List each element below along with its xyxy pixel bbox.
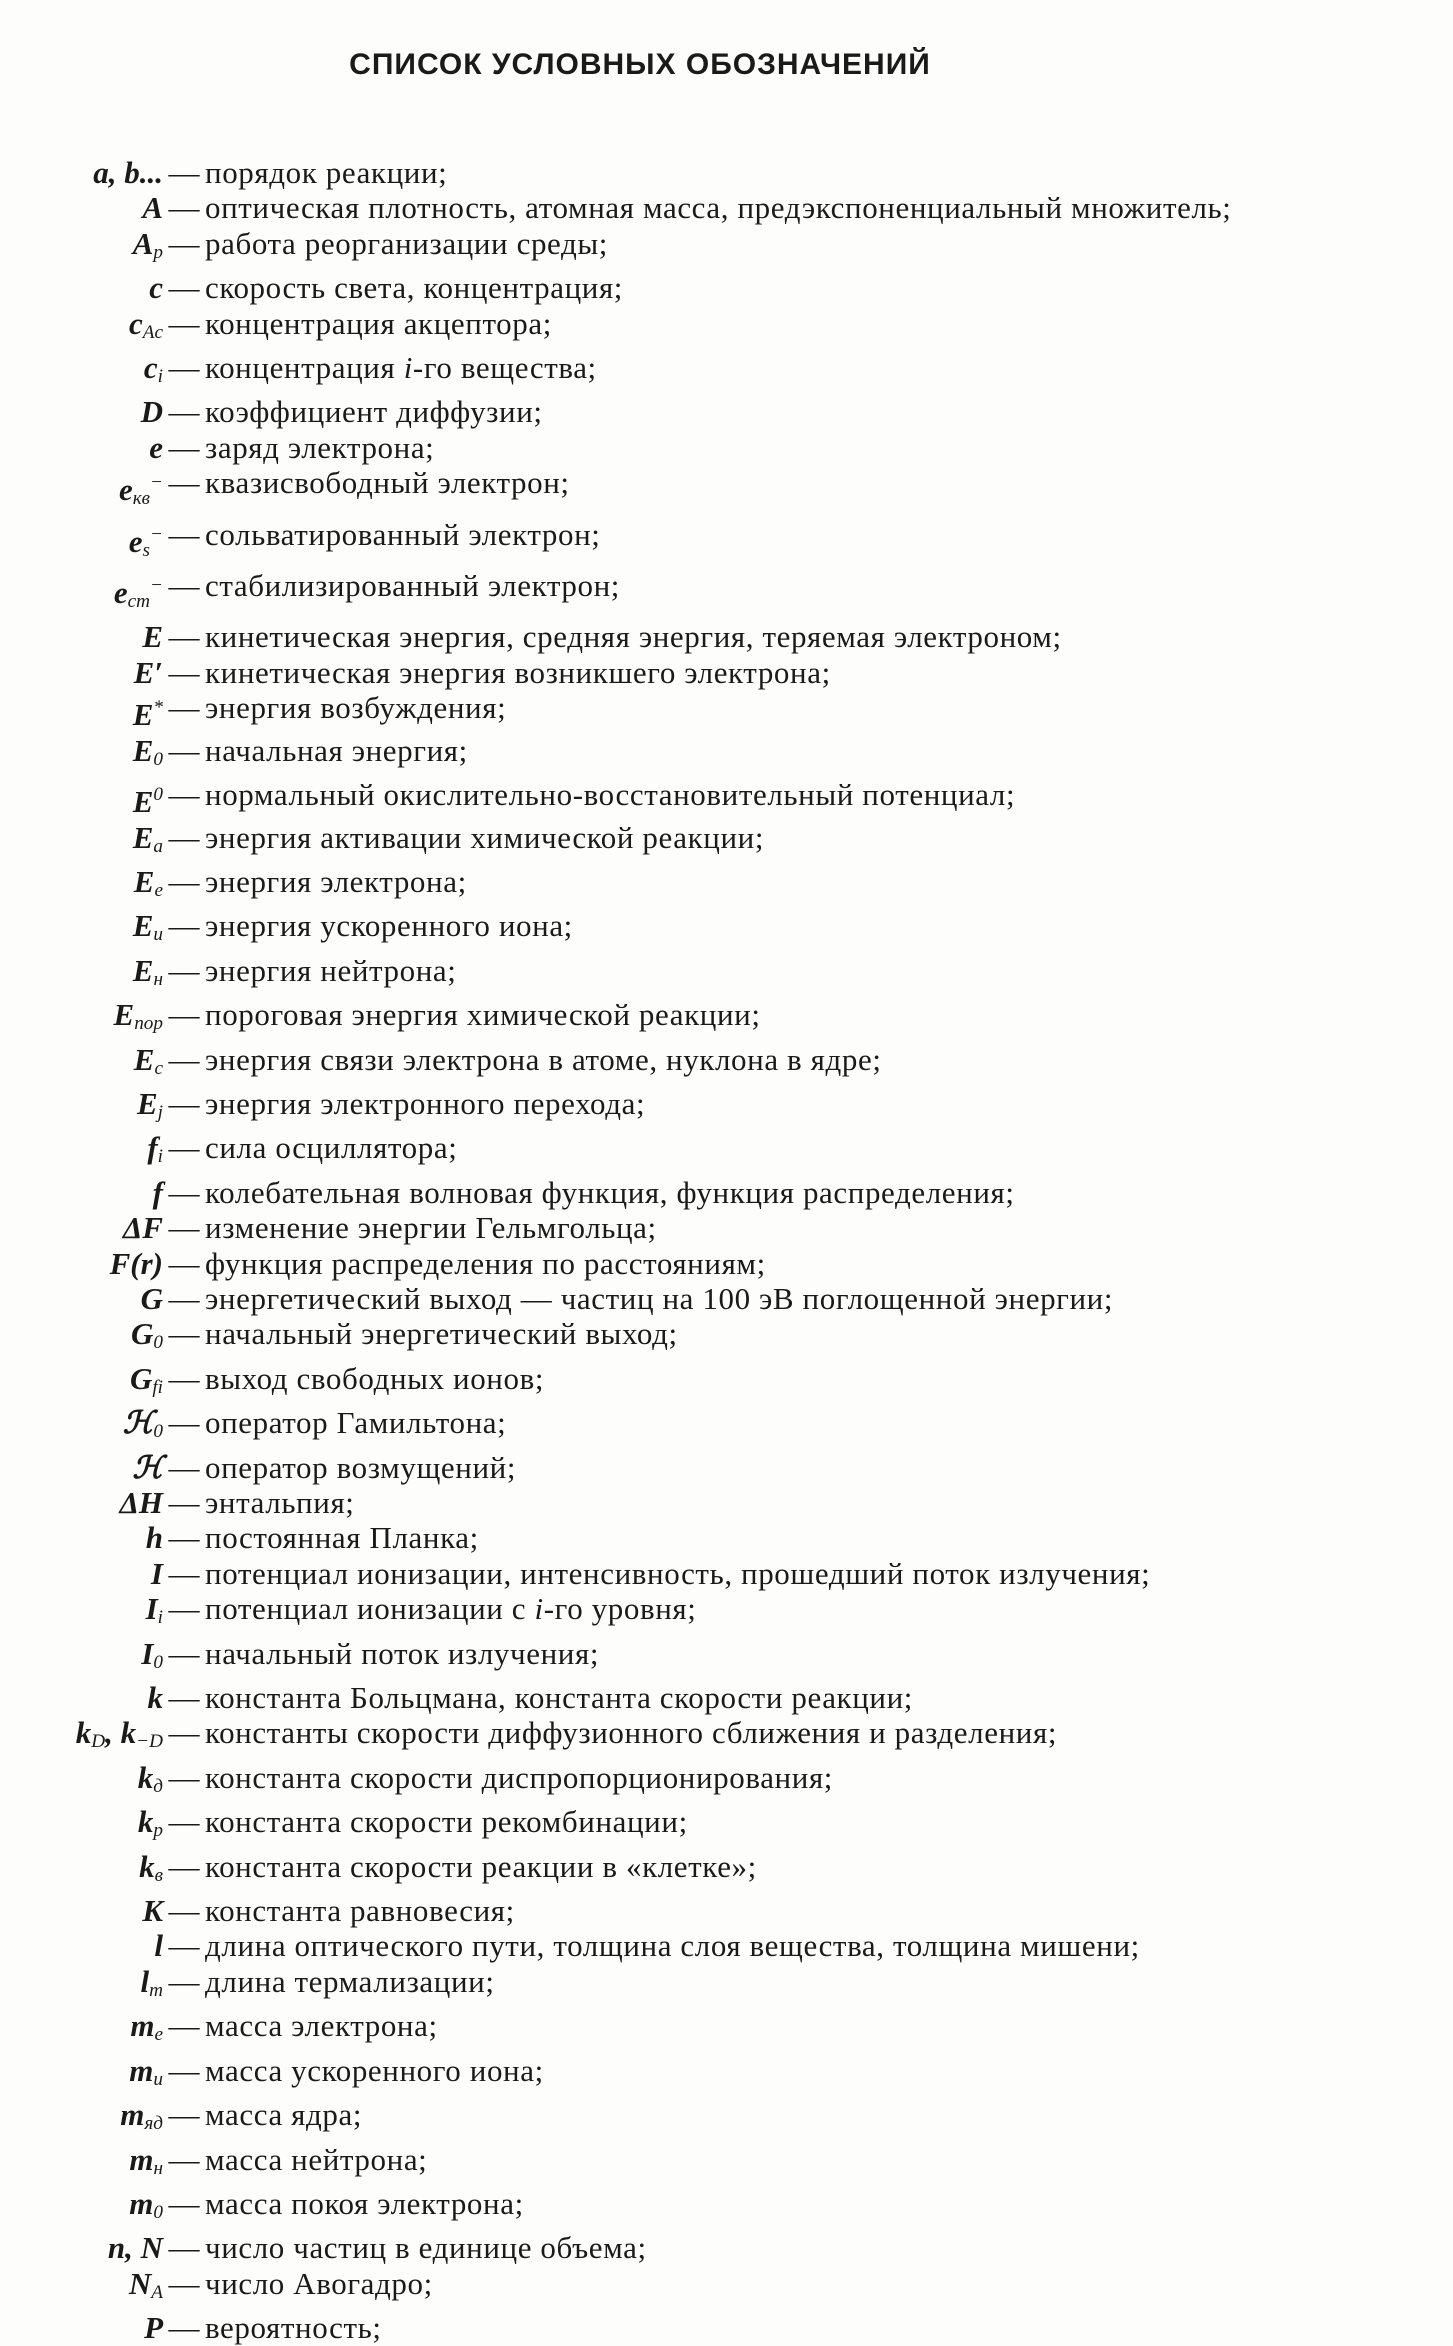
page-title: СПИСОК УСЛОВНЫХ ОБОЗНАЧЕНИЙ	[349, 48, 931, 81]
notation-entry	[0, 1928, 1453, 1963]
em-dash: —	[168, 1449, 200, 1485]
notation-symbol: $e_s^-$	[128, 523, 163, 561]
notation-description: изменение энергии Гельмгольца;	[205, 1210, 657, 1246]
notation-entry	[0, 2142, 1453, 2186]
notation-entry	[0, 1715, 1453, 1759]
em-dash: —	[168, 777, 200, 813]
notation-description: энергия нейтрона;	[205, 952, 457, 988]
notation-symbol: l	[154, 1928, 163, 1964]
notation-symbol: k	[147, 1680, 163, 1716]
notation-entry	[0, 777, 1453, 819]
notation-symbol: A	[142, 190, 163, 226]
notation-entry	[0, 1636, 1453, 1680]
em-dash: —	[168, 2008, 200, 2044]
em-dash: —	[168, 819, 200, 855]
em-dash: —	[168, 1041, 200, 1077]
notation-entry	[0, 1316, 1453, 1360]
notation-symbol: ℋ	[132, 1449, 163, 1485]
notation-entry	[0, 226, 1453, 270]
notation-entry	[0, 1405, 1453, 1449]
notation-symbol: $f_i$	[147, 1130, 163, 1168]
notation-description: энергия активации химической реакции;	[205, 819, 765, 855]
notation-entry	[0, 619, 1453, 654]
notation-entry	[0, 1556, 1453, 1591]
em-dash: —	[168, 190, 200, 226]
notation-entry	[0, 1680, 1453, 1715]
em-dash: —	[168, 619, 200, 655]
notation-symbol: f	[152, 1174, 163, 1210]
notation-symbol: E*	[132, 697, 163, 733]
notation-symbol: h	[145, 1520, 163, 1556]
notation-description: начальный поток излучения;	[205, 1635, 600, 1671]
notation-description: энтальпия;	[205, 1485, 355, 1520]
em-dash: —	[168, 732, 200, 768]
notation-description: энергия возбуждения;	[205, 690, 507, 726]
notation-description: сольватированный электрон;	[205, 516, 601, 552]
notation-symbol: $m_н$	[129, 2141, 163, 2179]
em-dash: —	[168, 1893, 200, 1929]
em-dash: —	[168, 305, 200, 341]
notation-description: кинетическая энергия, средняя энергия, теряемая электроном;	[205, 619, 1062, 655]
em-dash: —	[168, 997, 200, 1033]
notation-entry	[0, 155, 1453, 190]
notation-entry	[0, 1520, 1453, 1555]
notation-description: число частиц в единице объема;	[205, 2230, 647, 2266]
em-dash: —	[168, 1360, 200, 1396]
notation-symbol: c	[149, 270, 163, 306]
notation-symbol: I	[150, 1555, 163, 1591]
notation-entry	[0, 1130, 1453, 1174]
notation-symbol: $k_р$	[137, 1804, 163, 1842]
notation-entry	[0, 864, 1453, 908]
notation-description: потенциал ионизации с i-го уровня;	[205, 1591, 697, 1627]
notation-description: потенциал ионизации, интенсивность, прошедший поток излучения;	[205, 1555, 1151, 1591]
notation-entry	[0, 953, 1453, 997]
notation-entry	[0, 394, 1453, 429]
notation-symbol: P	[144, 2310, 163, 2346]
em-dash: —	[168, 1555, 200, 1591]
em-dash: —	[168, 1928, 200, 1964]
notation-entry	[0, 1804, 1453, 1848]
notation-symbol: $E_c$	[133, 1041, 163, 1079]
em-dash: —	[168, 654, 200, 690]
notation-symbol: $c_i$	[143, 350, 163, 388]
notation-description: выход свободных ионов;	[205, 1360, 545, 1396]
notation-entry	[0, 1361, 1453, 1405]
notation-description: кинетическая энергия возникшего электрона;	[205, 654, 831, 690]
em-dash: —	[168, 2230, 200, 2266]
notation-description: порядок реакции;	[205, 155, 448, 190]
notation-symbol: $E_{пор}$	[113, 997, 163, 1035]
notation-description: масса нейтрона;	[205, 2141, 428, 2177]
notation-description: энергия ускоренного иона;	[205, 908, 573, 944]
notation-entry	[0, 350, 1453, 394]
notation-description: функция распределения по расстояниям;	[205, 1245, 766, 1281]
notation-entry	[0, 2266, 1453, 2310]
notation-entry	[0, 2008, 1453, 2052]
notation-description: энергия электронного перехода;	[205, 1085, 646, 1121]
notation-entry	[0, 1893, 1453, 1928]
notation-entry	[0, 306, 1453, 350]
notation-entry	[0, 568, 1453, 619]
notation-symbol: $I_0$	[141, 1635, 163, 1673]
em-dash: —	[168, 1963, 200, 1999]
em-dash: —	[168, 908, 200, 944]
notation-entry	[0, 1086, 1453, 1130]
notation-description: работа реорганизации среды;	[205, 225, 609, 261]
notation-entry	[0, 1964, 1453, 2008]
notation-description: начальная энергия;	[205, 732, 468, 768]
em-dash: —	[168, 2097, 200, 2133]
notation-symbol: $E_e$	[133, 863, 163, 901]
notation-symbol: E′	[133, 654, 163, 690]
notation-description: константы скорости диффузионного сближения и разделения;	[205, 1715, 1058, 1751]
em-dash: —	[168, 155, 200, 190]
em-dash: —	[168, 1485, 200, 1520]
notation-symbol: $m_{яд}$	[120, 2097, 163, 2135]
notation-description: энергия связи электрона в атоме, нуклона в ядре;	[205, 1041, 882, 1077]
em-dash: —	[168, 1680, 200, 1716]
notation-description: оператор возмущений;	[205, 1449, 517, 1485]
notation-entry	[0, 270, 1453, 305]
em-dash: —	[168, 429, 200, 465]
notation-symbol: $E_a$	[132, 819, 163, 857]
em-dash: —	[168, 270, 200, 306]
em-dash: —	[168, 2052, 200, 2088]
notation-symbol: $G_{fi}$	[129, 1360, 163, 1398]
notation-description: оператор Гамильтона;	[205, 1405, 507, 1441]
notation-symbol: $E_0$	[132, 732, 163, 770]
notation-entry	[0, 733, 1453, 777]
notation-entry	[0, 2053, 1453, 2097]
notation-description: масса покоя электрона;	[205, 2185, 524, 2221]
notation-description: длина термализации;	[205, 1963, 495, 1999]
notation-symbol: $E_j$	[136, 1085, 163, 1123]
notation-entry	[0, 190, 1453, 225]
notation-entry	[0, 1450, 1453, 1485]
em-dash: —	[168, 863, 200, 899]
notation-symbol: $I_i$	[145, 1591, 163, 1629]
notation-description: постоянная Планка;	[205, 1520, 479, 1556]
notation-symbol: $m_и$	[129, 2052, 163, 2090]
notation-entry	[0, 1042, 1453, 1086]
em-dash: —	[168, 1715, 200, 1751]
notation-description: энергетический выход — частиц на 100 эВ поглощенной энергии;	[205, 1280, 1114, 1316]
notation-symbol: e	[149, 429, 163, 465]
notation-description: константа скорости рекомбинации;	[205, 1804, 688, 1840]
notation-entry	[0, 655, 1453, 690]
notation-description: энергия электрона;	[205, 863, 467, 899]
notation-entry	[0, 1591, 1453, 1635]
notation-description: коэффициент диффузии;	[205, 394, 543, 430]
notation-symbol: $l_т$	[140, 1963, 163, 2001]
em-dash: —	[168, 2141, 200, 2177]
em-dash: —	[168, 690, 200, 726]
notation-symbol: E	[142, 619, 163, 655]
notation-symbol: D	[140, 394, 163, 430]
em-dash: —	[168, 516, 200, 552]
em-dash: —	[168, 2265, 200, 2301]
em-dash: —	[168, 465, 200, 501]
notation-symbol: $e_{кв}^-$	[118, 472, 163, 510]
notation-entry	[0, 997, 1453, 1041]
em-dash: —	[168, 952, 200, 988]
em-dash: —	[168, 1210, 200, 1246]
notation-entry	[0, 2230, 1453, 2265]
em-dash: —	[168, 1085, 200, 1121]
notation-description: пороговая энергия химической реакции;	[205, 997, 761, 1033]
notation-description: вероятность;	[205, 2310, 382, 2346]
notation-symbol: $k_D$, $k_{-D}$	[75, 1715, 163, 1753]
notation-entry	[0, 1246, 1453, 1281]
notation-description: нормальный окислительно-восстановительный потенциал;	[205, 777, 1016, 813]
em-dash: —	[168, 1405, 200, 1441]
notation-entry	[0, 1210, 1453, 1245]
em-dash: —	[168, 350, 200, 386]
notation-symbol: $E^0$	[132, 784, 163, 820]
notation-description: сила осциллятора;	[205, 1130, 458, 1166]
notation-entry	[0, 2097, 1453, 2141]
em-dash: —	[168, 2310, 200, 2346]
notation-symbol: $N_A$	[128, 2265, 163, 2303]
em-dash: —	[168, 1130, 200, 1166]
notation-entry	[0, 1485, 1453, 1520]
notation-description: масса электрона;	[205, 2008, 438, 2044]
notation-description: константа скорости диспропорционирования;	[205, 1759, 834, 1795]
notation-description: колебательная волновая функция, функция распределения;	[205, 1174, 1015, 1210]
notation-symbol: $G_0$	[131, 1316, 163, 1354]
notation-description: оптическая плотность, атомная масса, предэкспоненциальный множитель;	[205, 190, 1232, 226]
notation-symbol: $k_д$	[137, 1759, 163, 1797]
em-dash: —	[168, 1804, 200, 1840]
notation-symbol: K	[142, 1893, 163, 1929]
notation-symbol: $m_0$	[129, 2185, 163, 2223]
notation-description: начальный энергетический выход;	[205, 1316, 678, 1352]
em-dash: —	[168, 2185, 200, 2221]
notation-symbol: a, b...	[93, 155, 163, 190]
notation-description: константа равновесия;	[205, 1893, 515, 1929]
notation-description: константа Больцмана, константа скорости реакции;	[205, 1680, 913, 1716]
notation-description: заряд электрона;	[205, 429, 435, 465]
notation-entry	[0, 820, 1453, 864]
notation-description: число Авогадро;	[205, 2265, 433, 2301]
em-dash: —	[168, 1635, 200, 1671]
notation-entry	[0, 2186, 1453, 2230]
notation-entry	[0, 1760, 1453, 1804]
notation-symbol: ΔF	[122, 1210, 163, 1246]
notation-entry	[0, 1849, 1453, 1893]
em-dash: —	[168, 1245, 200, 1281]
notation-list	[0, 155, 1453, 2346]
notation-description: масса ускоренного иона;	[205, 2052, 544, 2088]
em-dash: —	[168, 1174, 200, 1210]
em-dash: —	[168, 1591, 200, 1627]
notation-symbol: $k_в$	[139, 1848, 163, 1886]
notation-entry	[0, 430, 1453, 465]
notation-symbol: $e_{ст}^-$	[113, 575, 163, 613]
em-dash: —	[168, 1280, 200, 1316]
notation-description: концентрация i-го вещества;	[205, 350, 597, 386]
notation-symbol: G	[140, 1280, 163, 1316]
notation-symbol: ΔH	[119, 1485, 163, 1520]
notation-entry	[0, 1175, 1453, 1210]
notation-symbol: ℋ$_0$	[122, 1405, 163, 1443]
em-dash: —	[168, 394, 200, 430]
em-dash: —	[168, 1316, 200, 1352]
notation-description: скорость света, концентрация;	[205, 270, 624, 306]
notation-description: константа скорости реакции в «клетке»;	[205, 1848, 757, 1884]
em-dash: —	[168, 1520, 200, 1556]
em-dash: —	[168, 568, 200, 604]
notation-description: концентрация акцептора;	[205, 305, 552, 341]
notation-description: масса ядра;	[205, 2097, 363, 2133]
em-dash: —	[168, 1759, 200, 1795]
notation-symbol: n, N	[107, 2230, 163, 2266]
notation-entry	[0, 908, 1453, 952]
notation-entry	[0, 690, 1453, 732]
notation-description: длина оптического пути, толщина слоя вещества, толщина мишени;	[205, 1928, 1140, 1964]
em-dash: —	[168, 225, 200, 261]
em-dash: —	[168, 1848, 200, 1884]
notation-entry	[0, 465, 1453, 516]
notation-description: стабилизированный электрон;	[205, 568, 620, 604]
notation-entry	[0, 1281, 1453, 1316]
notation-description: квазисвободный электрон;	[205, 465, 570, 501]
notation-symbol: F(r)	[109, 1245, 163, 1281]
notation-symbol: $m_e$	[130, 2008, 163, 2046]
notation-entry	[0, 2310, 1453, 2345]
notation-symbol: $E_и$	[132, 908, 163, 946]
notation-entry	[0, 517, 1453, 568]
notation-symbol: $c_{Ac}$	[128, 305, 163, 343]
notation-symbol: $E_н$	[132, 952, 163, 990]
notation-symbol: $A_р$	[132, 225, 163, 263]
